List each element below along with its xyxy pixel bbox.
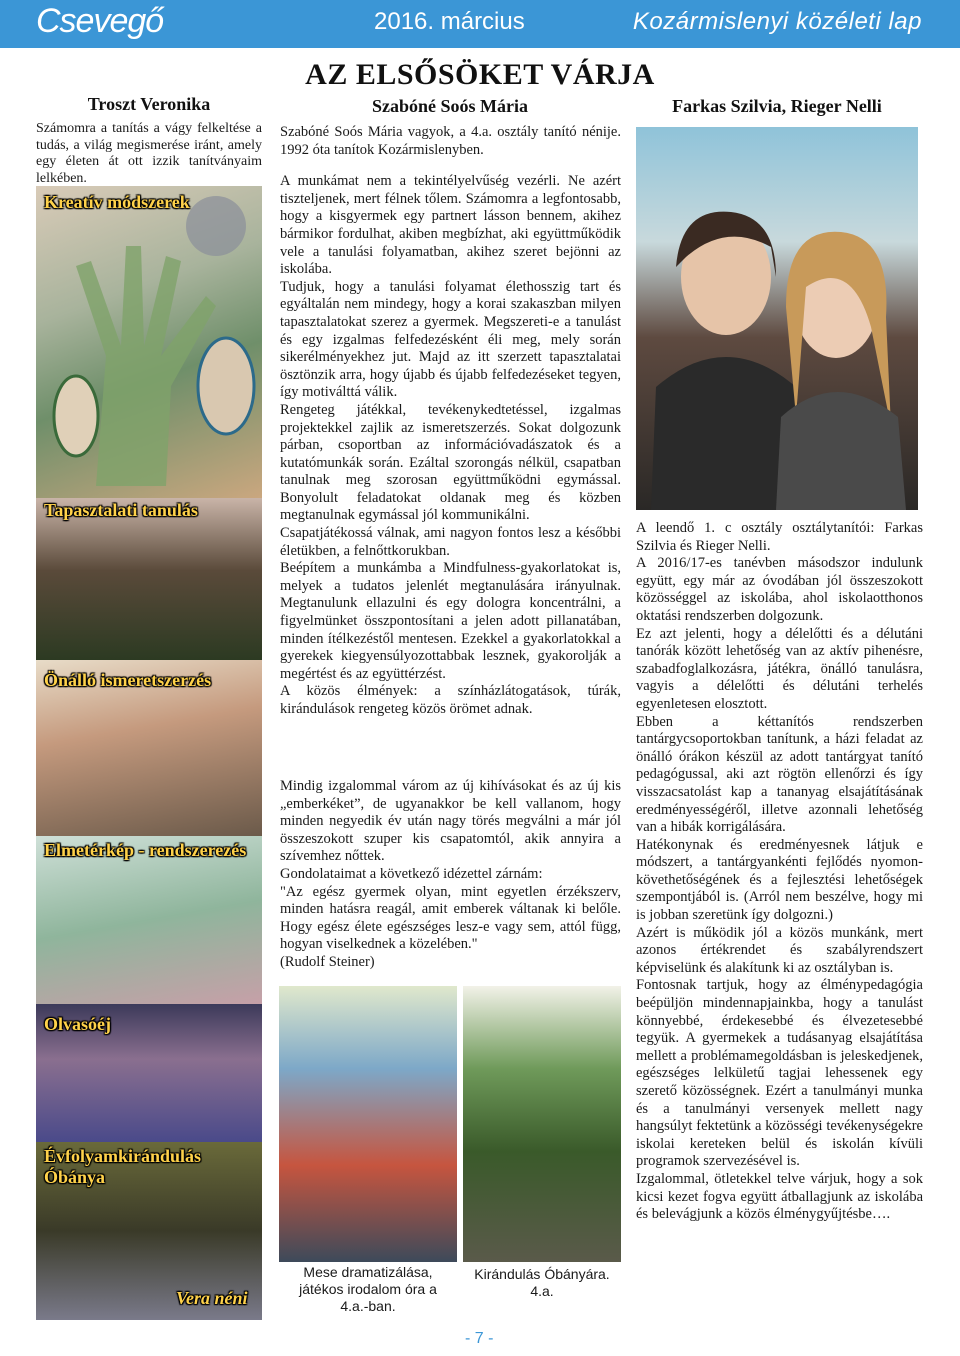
photo-mind-map xyxy=(36,836,262,1004)
middle-paragraph: A munkámat nem a tekintélyelvűség vezérli. Ne azért tiszteljenek, mert félnek tőlem. Számomra a legfontosabb, hogy a kisgyermek egy partnert lásson bennem, akihez bármikor fordulhat, akiben megbízhat, aki együttműködik vele a tanulási folyamatban, akihez szeret bejönni az iskolába. xyxy=(280,173,621,278)
right-paragraph: Ebben a kéttanítós rendszerben tantárgycsoportokban tanítunk, a házi feladat az önálló órákon készül az adott tantárgyat tanító pedagógussal, aki azt rögtön ellenőrzi és így visszacsatolást kap a tananyag elsajátításának eredményességéről, illetve azonnali lehetőség van a hibák korrigálására. xyxy=(636,713,923,836)
left-author: Troszt Veronika xyxy=(87,94,211,114)
caption-mind-map: Elmetérkép - rendszerezés xyxy=(44,840,247,860)
hand-drawing-illustration xyxy=(36,186,262,498)
right-paragraph: Hatékonynak és eredményesnek látjuk e módszert, a tantárgyankénti fejlődés nyomon-követhetőségének és a fejlesztési lehetőségek szempontjából is. (Arról nem beszélve, hogy mi is jobban szeretünk így dolgozni.) xyxy=(636,836,923,924)
middle-paragraph: Rengeteg játékkal, tevékenykedtetéssel, izgalmas projektekkel zajlik az ismeretszerzés. Sokat dolgozunk párban, csoportban az információvadászatok és a kutatómunkák során. Ezáltal szorongás nélkül, csapatban tanulnak meg szorosan együttműködni egymással. Bonyolult feladatokat oldanak meg és közben megtanulnak egymással jól kommunikálni. xyxy=(280,401,621,524)
page-number: - 7 - xyxy=(465,1330,494,1347)
photo-grade-trip xyxy=(36,1142,262,1320)
magazine-tagline: Kozármislenyi közéleti lap xyxy=(632,8,922,35)
caption-experiential-learning: Tapasztalati tanulás xyxy=(44,500,198,520)
middle-text-block-2 xyxy=(280,778,621,984)
header-bar xyxy=(0,0,960,48)
middle-quote-author: (Rudolf Steiner) xyxy=(280,953,375,970)
right-paragraph: Izgalommal, ötletekkel telve várjuk, hogy a sok kicsi kezet fogva együtt átballagjunk az iskolába és belevágjunk a közös élménygyűjtésbe…. xyxy=(636,1170,923,1223)
magazine-brand: Csevegő xyxy=(36,2,164,40)
middle-paragraph: Csapatjátékossá válnak, ami nagyon fontos lesz a későbbi életükben, a felnőttkorukban. xyxy=(280,525,621,559)
right-paragraph: A leendő 1. c osztály osztálytanítói: Farkas Szilvia és Rieger Nelli. xyxy=(636,520,923,554)
right-paragraph: Fontosnak tartjuk, hogy az élménypedagógia beépüljön mindennapjainkba, hogy a tanulást könnyebbé, érdekesebbé és élvezetesebbé tegyük. A gyermekek a tudásanyag elsajátítása mellett a problémamegoldásban is jeleskedjenek, egészséges lelkületű tagjai lehessenek egy szerető közösségnek. Ezért a tanulmányi munka és a tanulmányi versenyek mellett nagy hangsúlyt fektetünk a közösségi tevékenységekre iskolai kereteken belül és iskolán kívüli programok szervezésével is. xyxy=(636,977,923,1170)
caption-trip-photo: Kirándulás Óbányára. 4.a. xyxy=(474,1266,610,1299)
middle-paragraph: Beépítem a munkámba a Mindfulness-gyakorlatokat is, melyek a tudatos jelenlét megtanulására irányulnak. Megtanulunk ellazulni és egy dologra koncentrálni, a figyelmünket összpontosítani a jelen adott pillanatában, minden ítélkezéstől mentesen. Ezekkel a gyakorlatokkal a gyerekek kiegyensúlyozottabbak lesznek, gyakorolják a megértést és az együttérzést. xyxy=(280,560,621,682)
photo-teachers xyxy=(636,127,918,510)
middle-paragraph: Mindig izgalommal várom az új kihívásokat és az új kis „emberkéket”, de ugyanakkor be kell vallanom, hogy minden negyedik év után nagy törés megválni a már jól összeszokott szuper kis csapatomtól, akik annyira a szívemhez nőttek. xyxy=(280,778,621,865)
caption-independent-learning: Önálló ismeretszerzés xyxy=(44,670,212,690)
photo-class-group xyxy=(279,986,457,1262)
left-intro-paragraph: Számomra a tanítás a vágy felkeltése a tudás, a világ megismerése iránt, amely egy életen át ott izzik tanítványaim lelkében. xyxy=(36,121,262,185)
left-intro-text xyxy=(36,121,262,185)
right-paragraph: A 2016/17-es tanévben másodszor indulunk együtt, egy már az óvodában jól összeszokott közösséggel az iskolába, ahol iskolaotthonos oktatási rendszerben dolgozunk. xyxy=(636,555,923,624)
right-paragraph: Ez azt jelenti, hogy a délelőtti és a délutáni tanórák között lehetőség van az aktív pihenésre, szabadfoglalkozásra, játékra, önálló tanulásra, vagyis a délelőtti és délutáni terhelés egyenletesen elosztott. xyxy=(636,625,923,712)
caption-reading-night: Olvasóéj xyxy=(44,1014,111,1034)
right-text-block xyxy=(636,520,923,1296)
photo-reading-night xyxy=(36,1004,262,1142)
middle-paragraph: A közös élmények: a színházlátogatások, túrák, kirándulások rengeteg közös örömet adnak. xyxy=(280,683,621,717)
middle-quote: "Az egész gyermek olyan, mint egyetlen érzékszerv, minden hatásra reagál, amit emberek váltanak ki belőle. Hogy egész élete egészséges lesz-e vagy sem, attól függ, hogyan viselkednek a közelében." xyxy=(280,883,621,953)
article-title: AZ ELSŐSÖKET VÁRJA xyxy=(305,58,655,91)
caption-creative-methods: Kreatív módszerek xyxy=(44,192,190,212)
middle-paragraph: Tudjuk, hogy a tanulási folyamat élethosszig tart és egyáltalán nem mindegy, hogy a korai szakaszban milyen tapasztalatokat szerez a gyermek. Megszereti-e a tanulást és egy izgalmas felfedezésként éli meg, mely során sikerélményekhez jut. Majd az itt szerzett tapasztalatai ösztönzik arra, hogy újabb és újabb felfedezéseket tegyen, így motiválttá válik. xyxy=(280,278,621,401)
teachers-illustration xyxy=(636,127,918,510)
right-author: Farkas Szilvia, Rieger Nelli xyxy=(672,96,882,116)
middle-paragraph: Gondolataimat a következő idézettel zárnám: xyxy=(280,865,543,882)
caption-grade-trip: Évfolyamkirándulás Óbánya xyxy=(44,1146,202,1187)
photo-trip-obanya xyxy=(463,986,621,1262)
photo-creative-methods xyxy=(36,186,262,498)
signature-vera: Vera néni xyxy=(176,1288,248,1308)
photo-experiential-learning xyxy=(36,498,262,660)
middle-text-block xyxy=(280,124,621,764)
photo-independent-learning xyxy=(36,660,262,836)
middle-paragraph: Szabóné Soós Mária vagyok, a 4.a. osztály tanító nénije. 1992 óta tanítok Kozármislenyben. xyxy=(280,124,621,158)
right-paragraph: Azért is működik jól a közös munkánk, mert azonos értékrendet és szabályrendszert képviselünk és alakítunk ki az osztályban is. xyxy=(636,924,923,976)
caption-class-photo: Mese dramatizálása, játékos irodalom óra a 4.a.-ban. xyxy=(299,1264,437,1314)
middle-author: Szabóné Soós Mária xyxy=(371,96,528,116)
issue-date: 2016. március xyxy=(374,8,525,35)
